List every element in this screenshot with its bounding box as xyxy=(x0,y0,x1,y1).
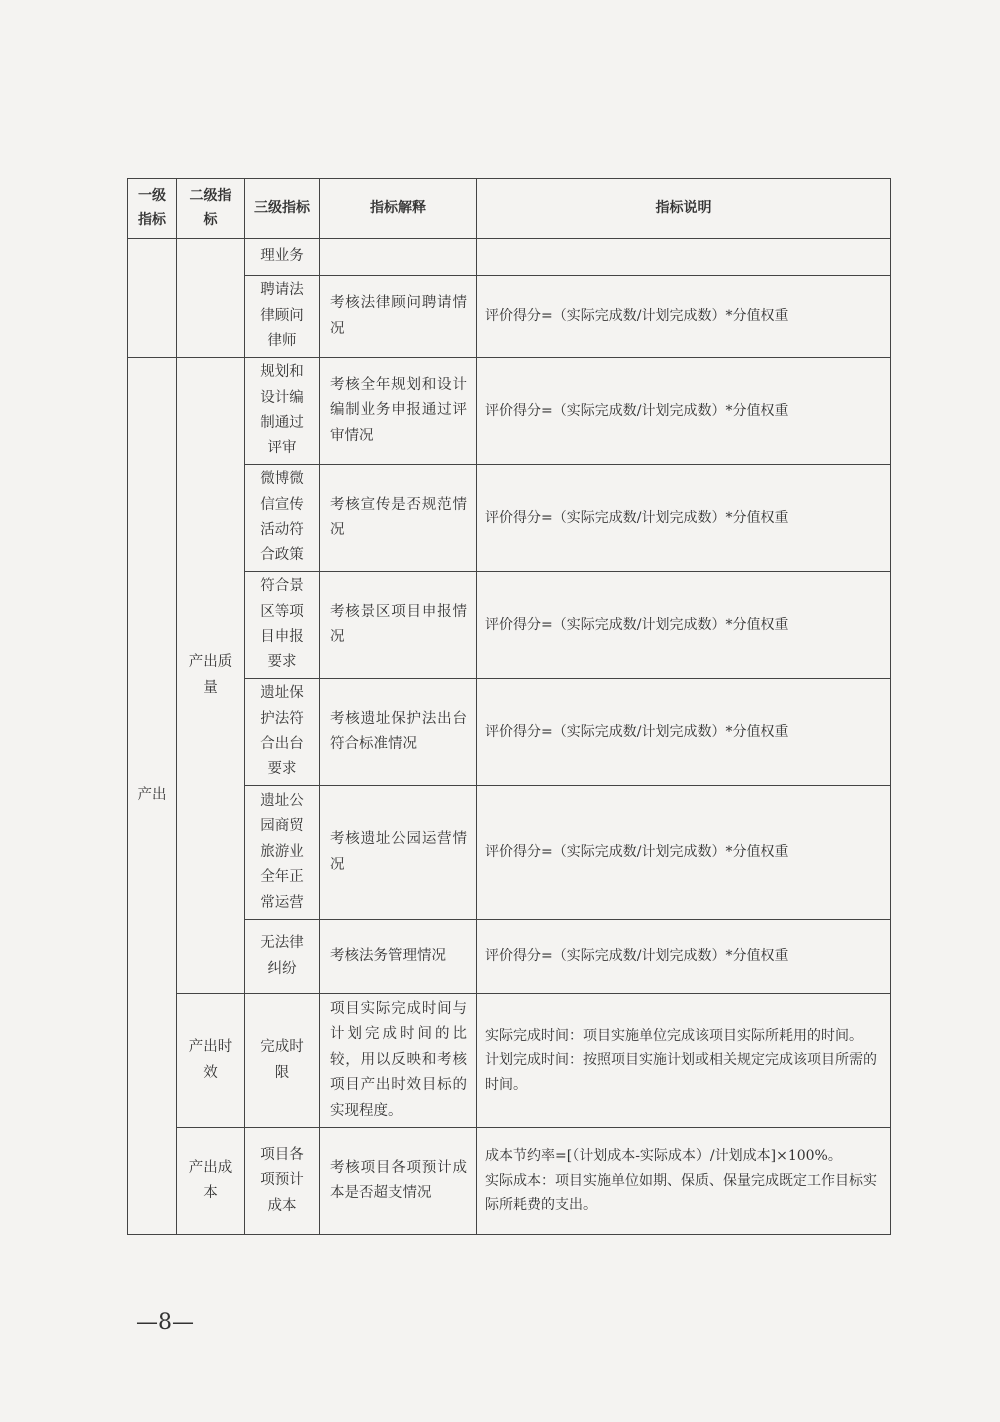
table-row xyxy=(128,358,891,465)
desc-cell xyxy=(477,239,891,276)
desc-line: 实际完成时间：项目实施单位完成该项目实际所耗用的时间。 xyxy=(485,1027,863,1044)
desc-cell: 评价得分=（实际完成数/计划完成数）*分值权重 xyxy=(477,276,891,358)
explain-cell: 考核宣传是否规范情况 xyxy=(320,465,477,572)
desc-cell xyxy=(477,994,891,1128)
table-row xyxy=(128,1128,891,1235)
explain-cell: 项目实际完成时间与计划完成时间的比较，用以反映和考核项目产出时效目标的实现程度。 xyxy=(320,994,477,1128)
explain-cell: 考核全年规划和设计编制业务申报通过评审情况 xyxy=(320,358,477,465)
explain-cell xyxy=(320,239,477,276)
desc-cell: 评价得分=（实际完成数/计划完成数）*分值权重 xyxy=(477,572,891,679)
desc-line: 成本节约率=[（计划成本-实际成本）/计划成本]×100%。 xyxy=(485,1148,842,1165)
explain-cell: 考核景区项目申报情况 xyxy=(320,572,477,679)
explain-cell: 考核项目各项预计成本是否超支情况 xyxy=(320,1128,477,1235)
desc-cell: 评价得分=（实际完成数/计划完成数）*分值权重 xyxy=(477,786,891,920)
header-explain: 指标解释 xyxy=(320,179,477,239)
header-desc: 指标说明 xyxy=(477,179,891,239)
desc-cell: 评价得分=（实际完成数/计划完成数）*分值权重 xyxy=(477,679,891,786)
level3-cell: 遗址公园商贸旅游业全年正常运营 xyxy=(245,786,320,920)
level3-cell: 完成时限 xyxy=(245,994,320,1128)
explain-cell: 考核法律顾问聘请情况 xyxy=(320,276,477,358)
page-number: —8— xyxy=(136,1310,194,1335)
level2-cell-empty xyxy=(177,239,245,358)
desc-cell: 评价得分=（实际完成数/计划完成数）*分值权重 xyxy=(477,465,891,572)
header-row xyxy=(128,179,891,239)
table-row xyxy=(128,239,891,276)
desc-line: 计划完成时间：按照项目实施计划或相关规定完成该项目所需的时间。 xyxy=(485,1052,877,1093)
explain-cell: 考核法务管理情况 xyxy=(320,920,477,994)
level2-cell-cost: 产出成本 xyxy=(177,1128,245,1235)
table-row xyxy=(128,994,891,1128)
explain-cell: 考核遗址保护法出台符合标准情况 xyxy=(320,679,477,786)
desc-cell: 评价得分=（实际完成数/计划完成数）*分值权重 xyxy=(477,358,891,465)
performance-indicator-table xyxy=(127,178,891,1235)
level3-cell: 无法律纠纷 xyxy=(245,920,320,994)
explain-cell: 考核遗址公园运营情况 xyxy=(320,786,477,920)
header-level1: 一级指标 xyxy=(128,179,177,239)
desc-cell: 评价得分=（实际完成数/计划完成数）*分值权重 xyxy=(477,920,891,994)
level1-cell-output: 产出 xyxy=(128,358,177,1235)
level1-cell-empty xyxy=(128,239,177,358)
header-level2: 二级指标 xyxy=(177,179,245,239)
level3-cell: 符合景区等项目申报要求 xyxy=(245,572,320,679)
level3-cell: 理业务 xyxy=(245,239,320,276)
level3-cell: 聘请法律顾问律师 xyxy=(245,276,320,358)
header-level3: 三级指标 xyxy=(245,179,320,239)
level2-cell-timeliness: 产出时效 xyxy=(177,994,245,1128)
level3-cell: 项目各项预计成本 xyxy=(245,1128,320,1235)
desc-cell xyxy=(477,1128,891,1235)
level3-cell: 规划和设计编制通过评审 xyxy=(245,358,320,465)
level3-cell: 微博微信宣传活动符合政策 xyxy=(245,465,320,572)
level3-cell: 遗址保护法符合出台要求 xyxy=(245,679,320,786)
desc-line: 实际成本：项目实施单位如期、保质、保量完成既定工作目标实际所耗费的支出。 xyxy=(485,1172,877,1214)
level2-cell-quality: 产出质量 xyxy=(177,358,245,994)
